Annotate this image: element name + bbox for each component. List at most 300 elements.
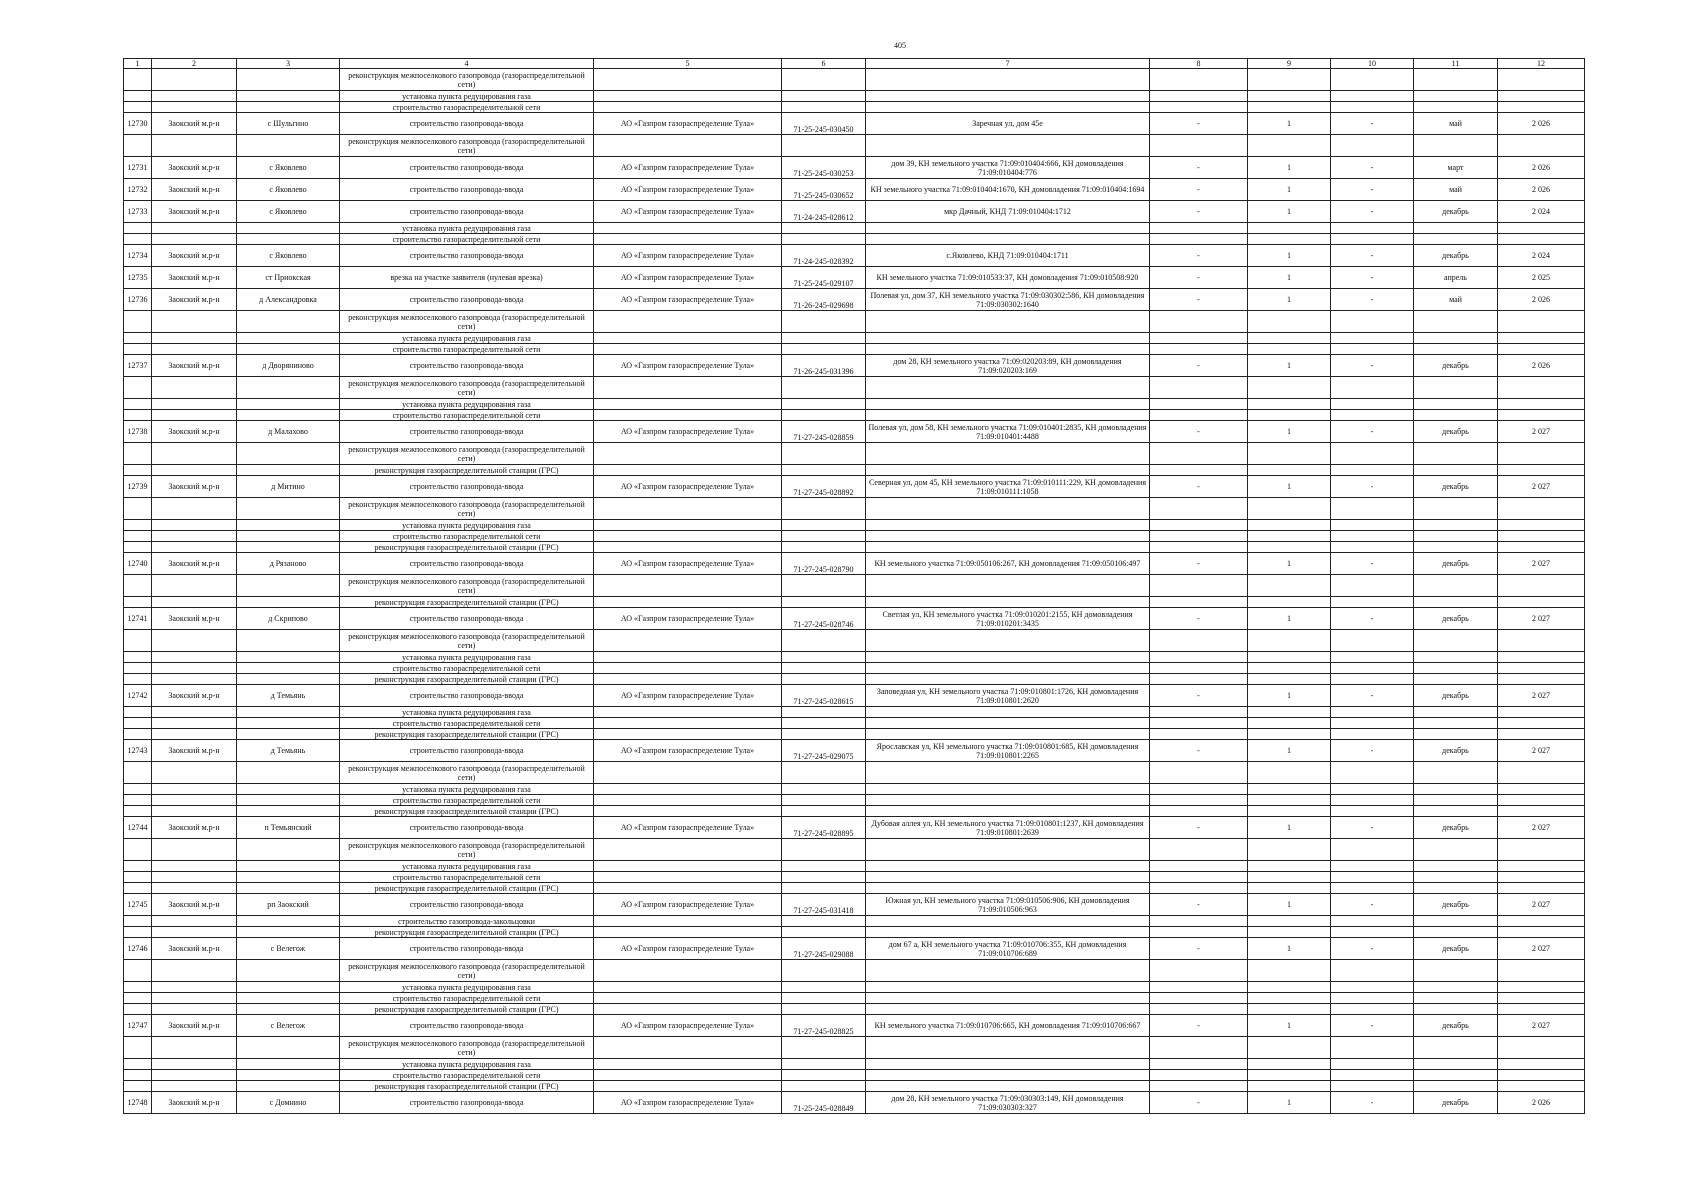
value-col10-cell [1331,883,1414,894]
district-cell [152,718,237,729]
table-subrow [124,729,1585,740]
value-col8-cell: - [1150,608,1248,630]
settlement-cell [237,344,340,355]
district-cell [152,542,237,553]
data-table [123,58,1585,1114]
count-cell: 1 [1248,245,1331,267]
address-cell: дом 67 а, КН земельного участка 71:09:010706:355, КН домовладения 71:09:010706:689 [866,938,1150,960]
work-type-cell: реконструкция межпоселкового газопровода (газораспределительной сети) [340,762,594,784]
value-col10-cell [1331,399,1414,410]
count-cell [1248,410,1331,421]
district-cell [152,1081,237,1092]
table-subrow [124,1081,1585,1092]
settlement-cell [237,91,340,102]
settlement-cell [237,1037,340,1059]
value-col8-cell [1150,542,1248,553]
row-number-cell [124,333,152,344]
organization-cell [594,916,782,927]
value-col8-cell [1150,531,1248,542]
organization-cell [594,520,782,531]
month-cell: декабрь [1414,355,1498,377]
address-cell [866,1070,1150,1081]
organization-cell: АО «Газпром газораспределение Тула» [594,201,782,223]
count-cell [1248,795,1331,806]
address-cell [866,1081,1150,1092]
year-cell: 2 027 [1498,938,1585,960]
organization-cell: АО «Газпром газораспределение Тула» [594,1092,782,1114]
value-col8-cell [1150,630,1248,652]
table-subrow [124,663,1585,674]
district-cell [152,652,237,663]
work-type-cell: установка пункта редуцирования газа [340,861,594,872]
month-cell: декабрь [1414,740,1498,762]
month-cell [1414,520,1498,531]
value-col10-cell [1331,135,1414,157]
district-cell: Заокский м.р-н [152,553,237,575]
value-col8-cell: - [1150,289,1248,311]
value-col10-cell [1331,960,1414,982]
application-number-cell [782,707,866,718]
count-cell: 1 [1248,938,1331,960]
count-cell [1248,883,1331,894]
organization-cell [594,135,782,157]
value-col10-cell: - [1331,553,1414,575]
work-type-cell: установка пункта редуцирования газа [340,91,594,102]
row-number-cell [124,806,152,817]
address-cell: КН земельного участка 71:09:010533:37, КН домовладения 71:09:010508:920 [866,267,1150,289]
value-col8-cell [1150,872,1248,883]
value-col8-cell [1150,223,1248,234]
row-number-cell [124,223,152,234]
settlement-cell [237,1081,340,1092]
month-cell [1414,410,1498,421]
row-number-cell: 12730 [124,113,152,135]
table-subrow [124,597,1585,608]
district-cell: Заокский м.р-н [152,179,237,201]
district-cell: Заокский м.р-н [152,685,237,707]
row-number-cell: 12732 [124,179,152,201]
work-type-cell: строительство газопровода-ввода [340,476,594,498]
year-cell: 2 026 [1498,113,1585,135]
application-number-cell [782,443,866,465]
month-cell [1414,91,1498,102]
month-cell [1414,795,1498,806]
value-col10-cell: - [1331,1015,1414,1037]
work-type-cell: строительство газопровода-ввода [340,740,594,762]
value-col8-cell [1150,443,1248,465]
value-col10-cell [1331,1037,1414,1059]
month-cell [1414,839,1498,861]
address-cell: Заповедная ул, КН земельного участка 71:09:010801:1726, КН домовладения 71:09:010801:2620 [866,685,1150,707]
settlement-cell [237,311,340,333]
organization-cell: АО «Газпром газораспределение Тула» [594,553,782,575]
value-col10-cell: - [1331,267,1414,289]
organization-cell [594,410,782,421]
value-col8-cell [1150,883,1248,894]
table-subrow [124,1059,1585,1070]
settlement-cell: с Домнино [237,1092,340,1114]
application-number-cell [782,333,866,344]
address-cell [866,1004,1150,1015]
application-number-cell: 71-26-245-031396 [782,355,866,377]
district-cell [152,729,237,740]
year-cell: 2 026 [1498,179,1585,201]
year-cell [1498,333,1585,344]
year-cell [1498,674,1585,685]
address-cell [866,69,1150,91]
value-col8-cell [1150,465,1248,476]
table-subrow [124,861,1585,872]
address-cell [866,982,1150,993]
settlement-cell: д Рязаново [237,553,340,575]
table-row [124,289,1585,311]
settlement-cell [237,982,340,993]
application-number-cell: 71-27-245-028825 [782,1015,866,1037]
row-number-cell [124,839,152,861]
value-col10-cell: - [1331,685,1414,707]
row-number-cell [124,102,152,113]
year-cell: 2 025 [1498,267,1585,289]
value-col8-cell [1150,674,1248,685]
year-cell: 2 027 [1498,553,1585,575]
work-type-cell: строительство газопровода-ввода [340,608,594,630]
work-type-cell: строительство газопровода-ввода [340,355,594,377]
organization-cell: АО «Газпром газораспределение Тула» [594,113,782,135]
address-cell [866,718,1150,729]
row-number-cell [124,498,152,520]
work-type-cell: строительство газопровода-ввода [340,685,594,707]
district-cell: Заокский м.р-н [152,608,237,630]
table-row [124,476,1585,498]
district-cell [152,707,237,718]
organization-cell [594,498,782,520]
district-cell [152,806,237,817]
count-cell [1248,135,1331,157]
month-cell [1414,861,1498,872]
organization-cell: АО «Газпром газораспределение Тула» [594,179,782,201]
table-row [124,740,1585,762]
value-col8-cell [1150,982,1248,993]
value-col8-cell [1150,1004,1248,1015]
district-cell: Заокский м.р-н [152,894,237,916]
settlement-cell [237,377,340,399]
district-cell [152,91,237,102]
organization-cell [594,652,782,663]
address-cell [866,652,1150,663]
month-cell [1414,135,1498,157]
value-col8-cell [1150,960,1248,982]
organization-cell [594,927,782,938]
organization-cell: АО «Газпром газораспределение Тула» [594,938,782,960]
application-number-cell [782,91,866,102]
month-cell [1414,377,1498,399]
work-type-cell: реконструкция газораспределительной станции (ГРС) [340,465,594,476]
row-number-cell: 12746 [124,938,152,960]
count-cell: 1 [1248,113,1331,135]
work-type-cell: строительство газопровода-ввода [340,201,594,223]
month-cell [1414,1070,1498,1081]
work-type-cell: реконструкция газораспределительной станции (ГРС) [340,1004,594,1015]
row-number-cell [124,520,152,531]
settlement-cell [237,630,340,652]
value-col10-cell: - [1331,1092,1414,1114]
row-number-cell [124,762,152,784]
row-number-cell [124,960,152,982]
table-subrow [124,223,1585,234]
month-cell [1414,498,1498,520]
district-cell [152,1070,237,1081]
row-number-cell [124,531,152,542]
organization-cell [594,872,782,883]
application-number-cell [782,839,866,861]
year-cell [1498,1081,1585,1092]
address-cell [866,795,1150,806]
organization-cell [594,883,782,894]
year-cell: 2 027 [1498,1015,1585,1037]
month-cell: декабрь [1414,938,1498,960]
table-row [124,355,1585,377]
value-col8-cell [1150,399,1248,410]
value-col8-cell [1150,718,1248,729]
settlement-cell [237,399,340,410]
organization-cell: АО «Газпром газораспределение Тула» [594,1015,782,1037]
address-cell [866,597,1150,608]
district-cell: Заокский м.р-н [152,157,237,179]
value-col8-cell: - [1150,179,1248,201]
district-cell [152,443,237,465]
settlement-cell [237,1004,340,1015]
month-cell [1414,707,1498,718]
district-cell: Заокский м.р-н [152,289,237,311]
row-number-cell: 12744 [124,817,152,839]
value-col8-cell: - [1150,267,1248,289]
organization-cell: АО «Газпром газораспределение Тула» [594,894,782,916]
district-cell [152,839,237,861]
value-col8-cell: - [1150,113,1248,135]
value-col8-cell [1150,91,1248,102]
value-col8-cell: - [1150,817,1248,839]
month-cell [1414,993,1498,1004]
month-cell: декабрь [1414,553,1498,575]
address-cell [866,410,1150,421]
row-number-cell: 12747 [124,1015,152,1037]
settlement-cell [237,443,340,465]
application-number-cell [782,377,866,399]
organization-cell: АО «Газпром газораспределение Тула» [594,421,782,443]
value-col8-cell [1150,311,1248,333]
address-cell: Полевая ул, дом 37, КН земельного участка 71:09:030302:586, КН домовладения 71:09:030302:1640 [866,289,1150,311]
district-cell: Заокский м.р-н [152,113,237,135]
value-col8-cell [1150,333,1248,344]
count-cell: 1 [1248,179,1331,201]
work-type-cell: реконструкция газораспределительной станции (ГРС) [340,674,594,685]
table-row [124,421,1585,443]
count-cell: 1 [1248,1092,1331,1114]
application-number-cell: 71-24-245-028612 [782,201,866,223]
district-cell [152,311,237,333]
work-type-cell: установка пункта редуцирования газа [340,707,594,718]
district-cell: Заокский м.р-н [152,817,237,839]
application-number-cell [782,223,866,234]
value-col8-cell: - [1150,894,1248,916]
work-type-cell: строительство газопровода-ввода [340,113,594,135]
address-cell [866,465,1150,476]
month-cell [1414,762,1498,784]
count-cell [1248,718,1331,729]
year-cell [1498,223,1585,234]
work-type-cell: строительство газораспределительной сети [340,718,594,729]
value-col10-cell: - [1331,894,1414,916]
month-cell: декабрь [1414,476,1498,498]
value-col8-cell [1150,410,1248,421]
count-cell [1248,729,1331,740]
settlement-cell [237,916,340,927]
application-number-cell [782,806,866,817]
count-cell: 1 [1248,201,1331,223]
address-cell [866,311,1150,333]
value-col10-cell [1331,795,1414,806]
district-cell [152,960,237,982]
year-cell [1498,652,1585,663]
value-col8-cell [1150,234,1248,245]
district-cell [152,520,237,531]
organization-cell [594,1059,782,1070]
settlement-cell: с Яковлево [237,245,340,267]
organization-cell: АО «Газпром газораспределение Тула» [594,685,782,707]
year-cell [1498,498,1585,520]
count-cell [1248,916,1331,927]
value-col10-cell [1331,498,1414,520]
value-col8-cell: - [1150,1092,1248,1114]
district-cell [152,883,237,894]
year-cell: 2 027 [1498,421,1585,443]
organization-cell [594,542,782,553]
district-cell [152,102,237,113]
table-subrow [124,839,1585,861]
year-cell [1498,234,1585,245]
value-col10-cell [1331,333,1414,344]
address-cell [866,861,1150,872]
application-number-cell [782,718,866,729]
table-subrow [124,377,1585,399]
application-number-cell: 71-25-245-030652 [782,179,866,201]
row-number-cell [124,1059,152,1070]
table-subrow [124,542,1585,553]
organization-cell: АО «Газпром газораспределение Тула» [594,740,782,762]
value-col10-cell [1331,1070,1414,1081]
row-number-cell [124,982,152,993]
application-number-cell [782,1037,866,1059]
count-cell [1248,377,1331,399]
value-col10-cell [1331,993,1414,1004]
month-cell: май [1414,113,1498,135]
application-number-cell: 71-27-245-029088 [782,938,866,960]
organization-cell [594,960,782,982]
address-cell [866,91,1150,102]
settlement-cell [237,234,340,245]
settlement-cell: д Темьянь [237,685,340,707]
work-type-cell: строительство газопровода-ввода [340,289,594,311]
month-cell [1414,1059,1498,1070]
application-number-cell [782,982,866,993]
organization-cell [594,674,782,685]
count-cell [1248,982,1331,993]
month-cell [1414,883,1498,894]
value-col8-cell: - [1150,938,1248,960]
column-header: 6 [782,59,866,69]
work-type-cell: реконструкция газораспределительной станции (ГРС) [340,806,594,817]
work-type-cell: строительство газопровода-ввода [340,1015,594,1037]
value-col8-cell [1150,377,1248,399]
value-col10-cell [1331,982,1414,993]
row-number-cell [124,542,152,553]
address-cell [866,707,1150,718]
month-cell [1414,311,1498,333]
row-number-cell [124,1081,152,1092]
organization-cell [594,806,782,817]
organization-cell [594,597,782,608]
table-subrow [124,806,1585,817]
work-type-cell: реконструкция межпоселкового газопровода (газораспределительной сети) [340,443,594,465]
row-number-cell: 12736 [124,289,152,311]
address-cell: КН земельного участка 71:09:050106:267, КН домовладения 71:09:050106:497 [866,553,1150,575]
value-col8-cell: - [1150,685,1248,707]
row-number-cell [124,234,152,245]
work-type-cell: реконструкция межпоселкового газопровода (газораспределительной сети) [340,69,594,91]
row-number-cell: 12743 [124,740,152,762]
district-cell [152,399,237,410]
month-cell [1414,718,1498,729]
address-cell [866,223,1150,234]
settlement-cell [237,806,340,817]
count-cell [1248,69,1331,91]
year-cell [1498,927,1585,938]
month-cell [1414,102,1498,113]
application-number-cell [782,1059,866,1070]
month-cell: декабрь [1414,201,1498,223]
address-cell [866,663,1150,674]
application-number-cell [782,344,866,355]
application-number-cell: 71-27-245-028859 [782,421,866,443]
district-cell [152,531,237,542]
year-cell [1498,1037,1585,1059]
work-type-cell: строительство газопровода-ввода [340,421,594,443]
count-cell [1248,993,1331,1004]
application-number-cell: 71-27-245-031418 [782,894,866,916]
application-number-cell [782,1070,866,1081]
application-number-cell [782,69,866,91]
value-col8-cell [1150,784,1248,795]
value-col8-cell [1150,344,1248,355]
value-col10-cell [1331,784,1414,795]
column-header: 2 [152,59,237,69]
district-cell [152,410,237,421]
year-cell [1498,311,1585,333]
settlement-cell [237,542,340,553]
count-cell [1248,102,1331,113]
table-subrow [124,982,1585,993]
settlement-cell: с Велегож [237,1015,340,1037]
settlement-cell [237,784,340,795]
month-cell [1414,1037,1498,1059]
organization-cell: АО «Газпром газораспределение Тула» [594,289,782,311]
value-col8-cell: - [1150,355,1248,377]
month-cell [1414,927,1498,938]
year-cell [1498,960,1585,982]
district-cell [152,333,237,344]
row-number-cell [124,443,152,465]
table-row [124,608,1585,630]
